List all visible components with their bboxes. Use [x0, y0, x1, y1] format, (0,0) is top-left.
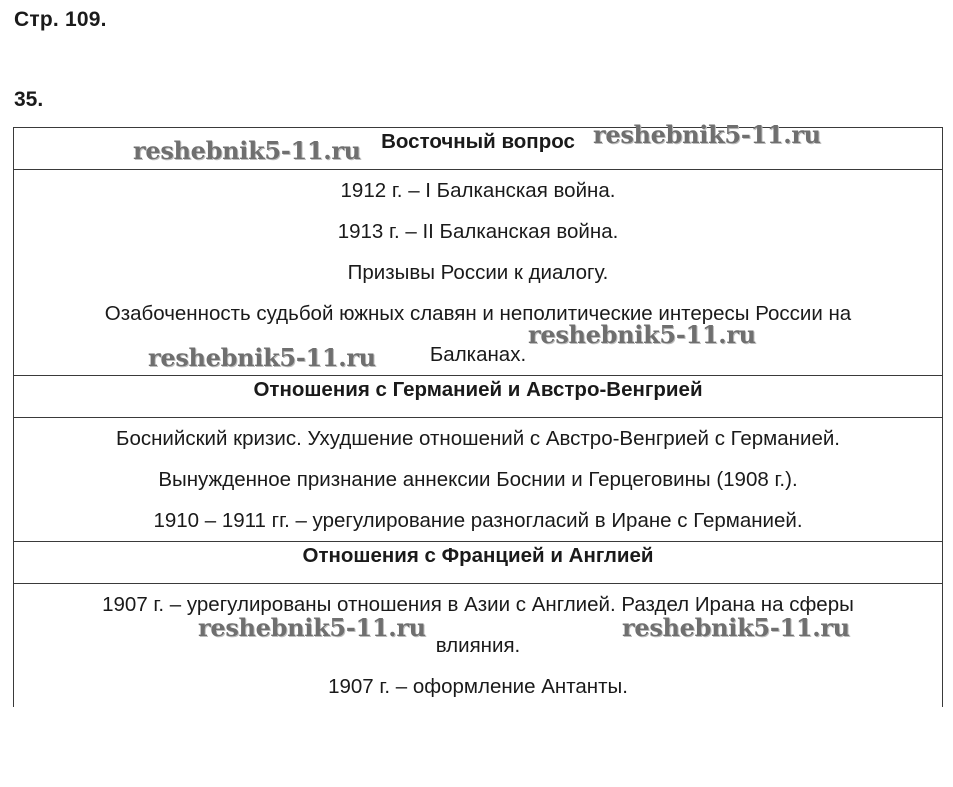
section-body-row — [14, 170, 943, 376]
section-body-germany-austria — [14, 418, 943, 542]
text-line: 1910 – 1911 гг. – урегулирование разногласий в Иране с Германией. — [153, 509, 803, 532]
text-line: Вынужденное признание аннексии Боснии и Герцеговины (1908 г.). — [158, 468, 798, 491]
section-body-eastern-question — [14, 170, 943, 376]
section-heading-row — [14, 128, 943, 170]
watermark: reshebnik5-11.ru — [148, 343, 376, 372]
section-body-row — [14, 418, 943, 542]
watermark: reshebnik5-11.ru — [622, 613, 850, 642]
section-heading-germany-austria: Отношения с Германией и Австро-Венгрией — [14, 376, 943, 418]
text-line: Озабоченность судьбой южных славян и неполитические интересы России на — [104, 302, 852, 325]
section-heading-row — [14, 542, 943, 584]
text-line: 1912 г. – I Балканская война. — [340, 179, 616, 202]
text-line: Балканах. — [429, 343, 527, 366]
watermark: reshebnik5-11.ru — [593, 120, 821, 149]
text-line: 1913 г. – II Балканская война. — [337, 220, 619, 243]
text-line: Боснийский кризис. Ухудшение отношений с Австро-Венгрией с Германией. — [116, 427, 840, 450]
page-reference: Стр. 109. — [14, 8, 107, 31]
text-line: влияния. — [435, 634, 521, 657]
text-line: 1907 г. – урегулированы отношения в Азии с Англией. Раздел Ирана на сферы — [102, 593, 854, 616]
task-number: 35. — [14, 88, 44, 111]
section-heading-eastern-question: Восточный вопрос — [14, 128, 943, 170]
section-heading-france-england: Отношения с Францией и Англией — [14, 542, 943, 584]
section-body-row — [14, 584, 943, 708]
text-line: Призывы России к диалогу. — [347, 261, 609, 284]
text-line: 1907 г. – оформление Антанты. — [328, 675, 628, 698]
watermark: reshebnik5-11.ru — [133, 136, 361, 165]
answer-table — [13, 127, 943, 707]
section-heading-row — [14, 376, 943, 418]
watermark: reshebnik5-11.ru — [528, 320, 756, 349]
watermark: reshebnik5-11.ru — [198, 613, 426, 642]
section-body-france-england — [14, 584, 943, 708]
